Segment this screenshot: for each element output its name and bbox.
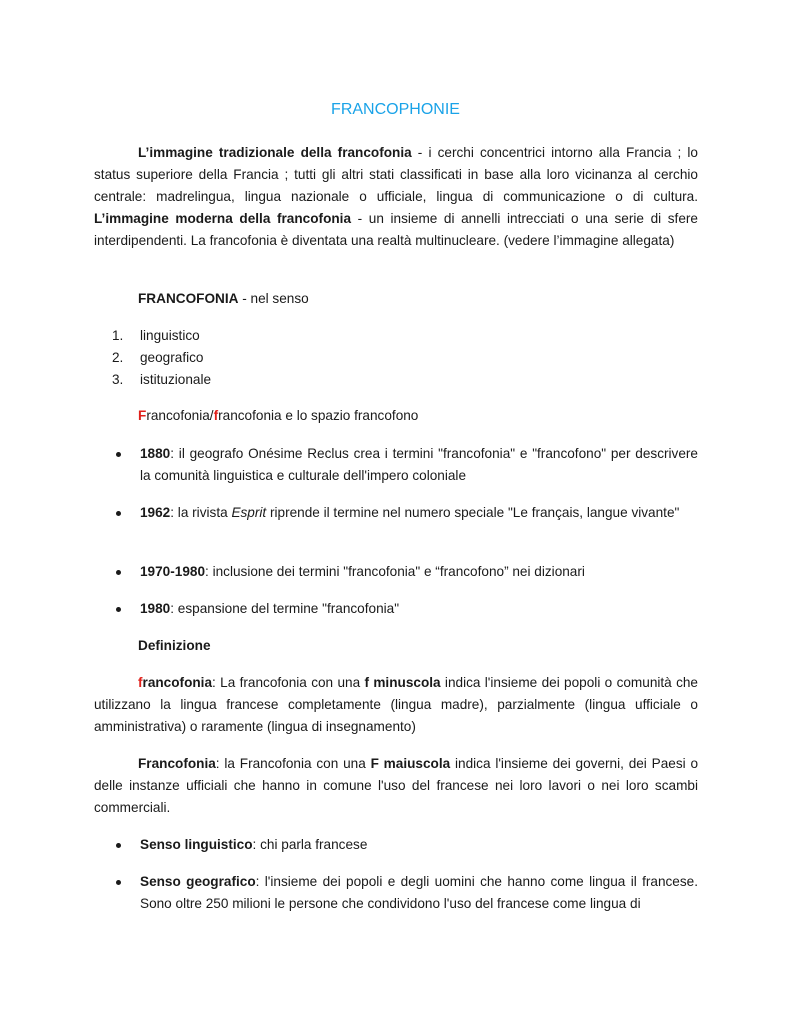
timeline-item	[94, 443, 698, 487]
sense-item	[94, 834, 698, 856]
timeline-year: 1962	[140, 505, 171, 520]
bullet-icon	[94, 561, 140, 583]
list-number: 2.	[112, 350, 124, 365]
list-item-text: linguistico	[140, 328, 200, 343]
list-number: 3.	[112, 372, 124, 387]
definition-text: : La francofonia con una	[212, 675, 365, 690]
sense-heading-bold: FRANCOFONIA	[138, 291, 239, 306]
list-item-text: istituzionale	[140, 372, 212, 387]
timeline-year: 1880	[140, 446, 171, 461]
subtitle-initial-lower: f	[213, 408, 219, 423]
list-item-text: geografico	[140, 350, 204, 365]
section-subtitle	[94, 405, 698, 427]
magazine-name: Esprit	[231, 505, 267, 520]
timeline-year: 1980	[140, 601, 171, 616]
definition-lowercase	[94, 672, 698, 738]
timeline-text: : il geografo Onésime Reclus crea i termini "francofonia" e "francofono" per descrivere la comunità linguistica e culturale dell'impero coloniale	[140, 446, 698, 483]
intro-traditional-text: - i cerchi concentrici intorno alla Francia ; lo status superiore della Francia ; tutti gli altri stati classificati in base alla loro vicinanza al cerchio centrale: madrelingua, lingua nazionale o ufficiale, lingua di communicazione o di cultura.	[94, 145, 698, 204]
subtitle-part-2: rancofonia e lo spazio francofono	[218, 408, 419, 423]
timeline-text: riprende il termine nel numero speciale "Le français, langue vivante"	[266, 505, 680, 520]
intro-paragraph	[94, 142, 698, 274]
document-title: FRANCOPHONIE	[331, 101, 460, 118]
intro-modern-text: - un insieme di annelli intrecciati o una serie di sfere interdipendenti. La francofonia è diventata una realtà multinucleare. (vedere l’immagine allegata)	[94, 211, 698, 248]
sense-list	[94, 325, 698, 391]
bullet-icon	[94, 871, 140, 915]
list-item	[94, 369, 698, 391]
subtitle-part-1: rancofonia/	[146, 408, 214, 423]
bullet-icon	[94, 502, 140, 546]
timeline-list	[94, 443, 698, 620]
sense-heading-text: - nel senso	[238, 291, 309, 306]
intro-modern-heading: L’immagine moderna della francofonia	[94, 211, 352, 226]
definition-text: indica l'insieme dei governi, dei Paesi o delle instanze ufficiali che hanno in comune l'uso del francese nei loro lavori o nei loro scambi commerciali.	[94, 756, 699, 815]
bullet-icon	[94, 443, 140, 487]
sense-label: Senso geografico	[140, 874, 256, 889]
document-body	[94, 142, 698, 915]
list-item	[94, 347, 698, 369]
timeline-item	[94, 502, 698, 546]
bullet-icon	[94, 598, 140, 620]
definition-emphasis: F maiuscola	[370, 756, 451, 771]
definition-term: rancofonia	[142, 675, 213, 690]
definition-heading	[94, 635, 698, 657]
bullet-icon	[94, 834, 140, 856]
list-item	[94, 325, 698, 347]
list-number: 1.	[112, 328, 124, 343]
definition-text: indica l'insieme dei popoli o comunità che utilizzano la lingua francese completamente (lingua madre), parzialmente (lingua ufficiale o amministrativa) o raramente (lingua di insegnamento)	[94, 675, 698, 734]
definition-uppercase	[94, 753, 698, 819]
sense-item	[94, 871, 698, 915]
senses-list	[94, 834, 698, 915]
timeline-item	[94, 598, 698, 620]
subtitle-initial-upper: F	[138, 408, 147, 423]
definition-initial-lower: f	[138, 675, 143, 690]
definition-term: Francofonia	[138, 756, 216, 771]
timeline-text: : espansione del termine "francofonia"	[170, 601, 400, 616]
sense-heading	[94, 288, 698, 310]
timeline-text-pre: : la rivista	[170, 505, 232, 520]
sense-label: Senso linguistico	[140, 837, 253, 852]
sense-text: : chi parla francese	[252, 837, 368, 852]
timeline-year: 1970-1980	[140, 564, 206, 579]
definition-heading-text: Definizione	[138, 638, 211, 653]
timeline-item	[94, 561, 698, 583]
sense-text: : l'insieme dei popoli e degli uomini che hanno come lingua il francese. Sono oltre 250 milioni le persone che condividono l'uso del francese come lingua di	[140, 874, 699, 911]
intro-traditional-heading: L’immagine tradizionale della francofonia	[138, 145, 412, 160]
definition-text: : la Francofonia con una	[215, 756, 371, 771]
definition-emphasis: f minuscola	[364, 675, 441, 690]
timeline-text: : inclusione dei termini "francofonia" e “francofono” nei dizionari	[205, 564, 585, 579]
